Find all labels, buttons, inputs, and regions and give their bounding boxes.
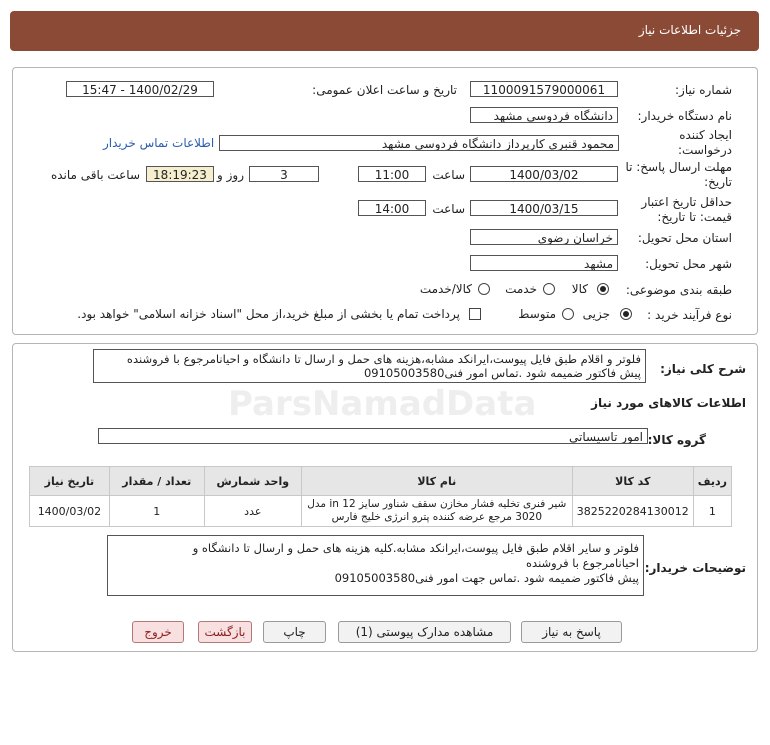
days-field: 3	[249, 166, 319, 182]
row-number: 1	[693, 496, 731, 527]
process-radio-minor[interactable]	[620, 308, 632, 320]
row-name	[301, 496, 572, 527]
col-row: ردیف	[693, 467, 731, 496]
back-button[interactable]: بازگشت	[198, 621, 252, 643]
process-type-label: نوع فرآیند خرید :	[647, 308, 732, 322]
category-radio-goods-service[interactable]	[478, 283, 490, 295]
goods-group-label: گروه کالا:	[647, 433, 706, 447]
print-button[interactable]: چاپ	[263, 621, 326, 643]
buyer-notes-line-1: فلوتر و سایر اقلام طبق فایل پیوست،ایرانکد مشابه.کلیه هزینه های حمل و ارسال تا دانشگاه و	[192, 541, 639, 555]
col-date: تاریخ نیاز	[30, 467, 110, 496]
goods-group-field: امور تاسیساتی	[98, 428, 648, 444]
payment-note: پرداخت تمام یا بخشی از مبلغ خرید،از محل "اسناد خزانه اسلامی" خواهد بود.	[77, 307, 460, 321]
province-field: خراسان رضوی	[470, 229, 618, 245]
goods-table	[29, 466, 732, 527]
category-option-goods-label: کالا	[571, 282, 588, 296]
validity-date-field: 1400/03/15	[470, 200, 618, 216]
page-header	[10, 11, 759, 51]
announce-datetime-field: 1400/02/29 - 15:47	[66, 81, 214, 97]
general-desc-line-2: پیش فاکتور ضمیمه شود .تماس امور فنی09105003580	[363, 366, 641, 380]
price-validity-label: حداقل تاریخ اعتبار قیمت: تا تاریخ:	[641, 195, 732, 224]
city-field: مشهد	[470, 255, 618, 271]
category-radio-service[interactable]	[543, 283, 555, 295]
reply-time-label: ساعت	[432, 168, 465, 182]
treasury-payment-checkbox[interactable]	[469, 308, 481, 320]
creator-label: ایجاد کننده درخواست:	[678, 128, 732, 157]
buyer-notes-line-3: پیش فاکتور ضمیمه شود .تماس جهت امور فنی09105003580	[334, 571, 639, 585]
row-unit: عدد	[204, 496, 301, 527]
row-name-line-2: 3020 مرجع عرضه کننده پترو انرژی خلیج فارس	[331, 511, 543, 523]
buyer-org-label: نام دستگاه خریدار:	[637, 109, 732, 123]
contact-info-link[interactable]: اطلاعات تماس خریدار	[103, 136, 215, 150]
remaining-label: ساعت باقی مانده	[50, 168, 140, 182]
category-label: طبقه بندی موضوعی:	[625, 283, 732, 297]
col-unit: واحد شمارش	[204, 467, 301, 496]
validity-time-field: 14:00	[358, 200, 426, 216]
process-option-medium-label: متوسط	[518, 307, 556, 321]
buyer-notes-box	[107, 535, 644, 596]
reply-date-field: 1400/03/02	[470, 166, 618, 182]
view-docs-button[interactable]: مشاهده مدارک پیوستی (1)	[338, 621, 511, 643]
creator-field: محمود قنبری کارپرداز دانشگاه فردوسی مشهد	[219, 135, 619, 151]
exit-button[interactable]: خروج	[132, 621, 184, 643]
city-label: شهر محل تحویل:	[645, 257, 732, 271]
category-option-service-label: خدمت	[505, 282, 537, 296]
process-option-minor-label: جزیی	[582, 307, 610, 321]
general-desc-label: شرح کلی نیاز:	[660, 362, 746, 376]
page-title: جزئیات اطلاعات نیاز	[638, 23, 741, 37]
need-number-label: شماره نیاز:	[675, 83, 732, 97]
col-name: نام کالا	[301, 467, 572, 496]
buyer-notes-line-2: احیانامرجوع با فروشنده	[526, 556, 639, 570]
row-date: 1400/03/02	[30, 496, 110, 527]
reply-time-field: 11:00	[358, 166, 426, 182]
general-desc-box	[93, 349, 646, 383]
days-and-label: روز و	[217, 168, 244, 182]
need-number-field: 1100091579000061	[470, 81, 618, 97]
goods-table-header	[30, 467, 732, 496]
category-radio-goods[interactable]	[597, 283, 609, 295]
buyer-org-field: دانشگاه فردوسی مشهد	[470, 107, 618, 123]
process-radio-medium[interactable]	[562, 308, 574, 320]
row-qty: 1	[109, 496, 204, 527]
announce-datetime-label: تاریخ و ساعت اعلان عمومی:	[312, 83, 457, 97]
category-option-goods-service-label: کالا/خدمت	[419, 282, 472, 296]
col-qty: تعداد / مقدار	[109, 467, 204, 496]
remaining-time-field: 18:19:23	[146, 166, 214, 182]
province-label: استان محل تحویل:	[637, 231, 732, 245]
table-row	[30, 496, 732, 527]
row-code: 3825220284130012	[572, 496, 693, 527]
col-code: کد کالا	[572, 467, 693, 496]
general-desc-line-1: فلوتر و اقلام طبق فایل پیوست،ایرانکد مشابه،هزینه های حمل و ارسال تا دانشگاه و احیانامرجوع با فروشنده	[126, 352, 641, 366]
reply-deadline-label: مهلت ارسال پاسخ: تا تاریخ:	[625, 160, 732, 189]
reply-button[interactable]: پاسخ به نیاز	[521, 621, 622, 643]
row-name-line-1: شیر فنری تخلیه فشار مخازن سقف شناور سایز 12 in مدل	[307, 498, 567, 510]
goods-info-heading: اطلاعات کالاهای مورد نیاز	[591, 396, 746, 410]
buyer-notes-label: توضیحات خریدار:	[644, 561, 746, 575]
watermark: ParsNamadData	[228, 384, 537, 424]
validity-time-label: ساعت	[432, 202, 465, 216]
